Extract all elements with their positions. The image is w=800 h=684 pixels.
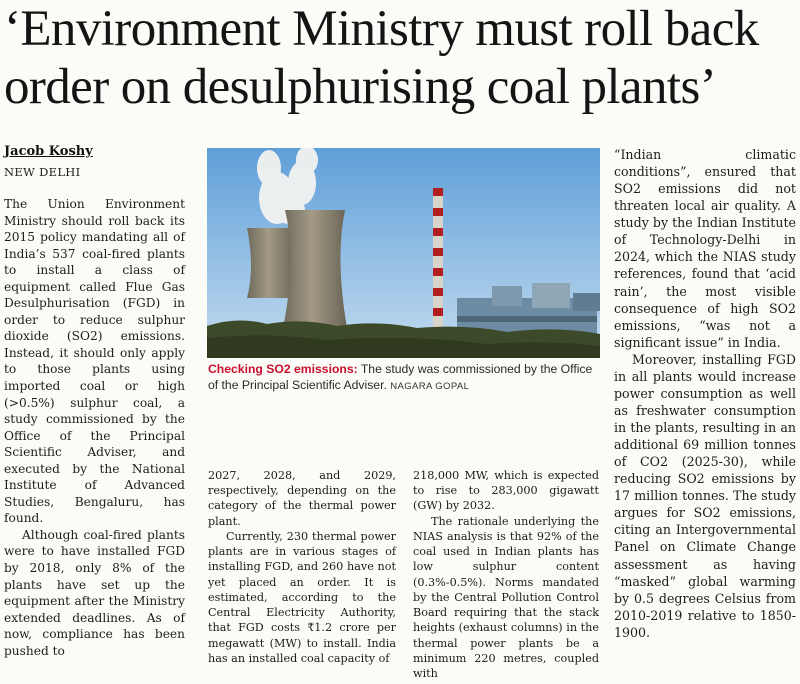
dateline: NEW DELHI (4, 165, 81, 179)
paragraph: The rationale underlying the NIAS analysis is that 92% of the coal used in Indian plants has low sulphur content (0.3%-0.5%). Norms mandated by the Central Pollution Control Board requiring that the stack heights (exhaust columns) in the thermal power plants be a minimum 220 metres, coupled with (413, 514, 599, 681)
paragraph: Although coal-fired plants were to have installed FGD by 2018, only 8% of the plants have set up the equipment after the Ministry extended deadlines. As of now, compliance has been pushed to (4, 527, 185, 658)
photo-credit: NAGARA GOPAL (390, 381, 470, 392)
headline (4, 0, 796, 116)
paragraph: Currently, 230 thermal power plants are in various stages of installing FGD, and 260 have not yet placed an order. It is estimated, according to the Central Electricity Authority, that FGD costs ₹1.2 crore per megawatt (MW) to install. India has an installed coal capacity of (208, 529, 396, 665)
cooling-tower-left (247, 228, 295, 298)
article-column-4 (614, 146, 796, 641)
headline-line-1: ‘Environment Ministry must roll back (4, 1, 759, 57)
article-column-3 (413, 468, 599, 681)
paragraph: The Union Environment Ministry should roll back its 2015 policy mandating all of India’s 537 coal-fired plants to install a class of equipment called Flue Gas Desulphurisation (FGD) in order to reduce sulphur dioxide (SO2) emissions. Instead, it should only apply to those plants using imported coal or high (>0.5%) sulphur coal, a study commissioned by the Office of the Principal Scientific Adviser, and executed by the National Institute of Advanced Studies, Bengaluru, has found. (4, 197, 185, 526)
byline-author[interactable]: Jacob Koshy (4, 144, 93, 159)
power-plant-photo (207, 148, 600, 358)
paragraph: Moreover, installing FGD in all plants would increase power consumption as well as freshwater consumption in the plants, resulting in an additional 69 million tonnes of CO2 (2025-30), while reducing SO2 emissions by 17 million tonnes. The study argues for SO2 emissions, citing an Intergovernmental Panel on Climate Change assessment as having “masked” global warming by 0.5 degrees Celsius from 2010-2019 relative to 1850-1900. (614, 351, 796, 640)
paragraph: 218,000 MW, which is expected to rise to 283,000 gigawatt (GW) by 2032. (413, 469, 599, 513)
photo-caption (208, 361, 600, 395)
caption-text: The study was commissioned by the Office of the Principal Scientific Adviser. (208, 362, 593, 392)
headline-line-2: order on desulphurising coal plants’ (4, 59, 717, 115)
power-plant-illustration (207, 148, 600, 358)
paragraph: 2027, 2028, and 2029, respectively, depending on the category of the thermal power plant. (208, 469, 396, 528)
article-column-1 (4, 196, 185, 659)
cooling-tower-right (283, 210, 347, 328)
paragraph: “Indian climatic conditions”, ensured that SO2 emissions did not threaten local air quality. A study by the Indian Institute of Technology-Delhi in 2024, which the NIAS study references, found that ‘acid rain’, the most visible consequence of high SO2 emissions, “was not a significant issue” in India. (614, 147, 796, 350)
article-column-2 (208, 468, 396, 666)
caption-lead: Checking SO2 emissions: (208, 362, 358, 376)
chimney-stack (433, 188, 443, 328)
